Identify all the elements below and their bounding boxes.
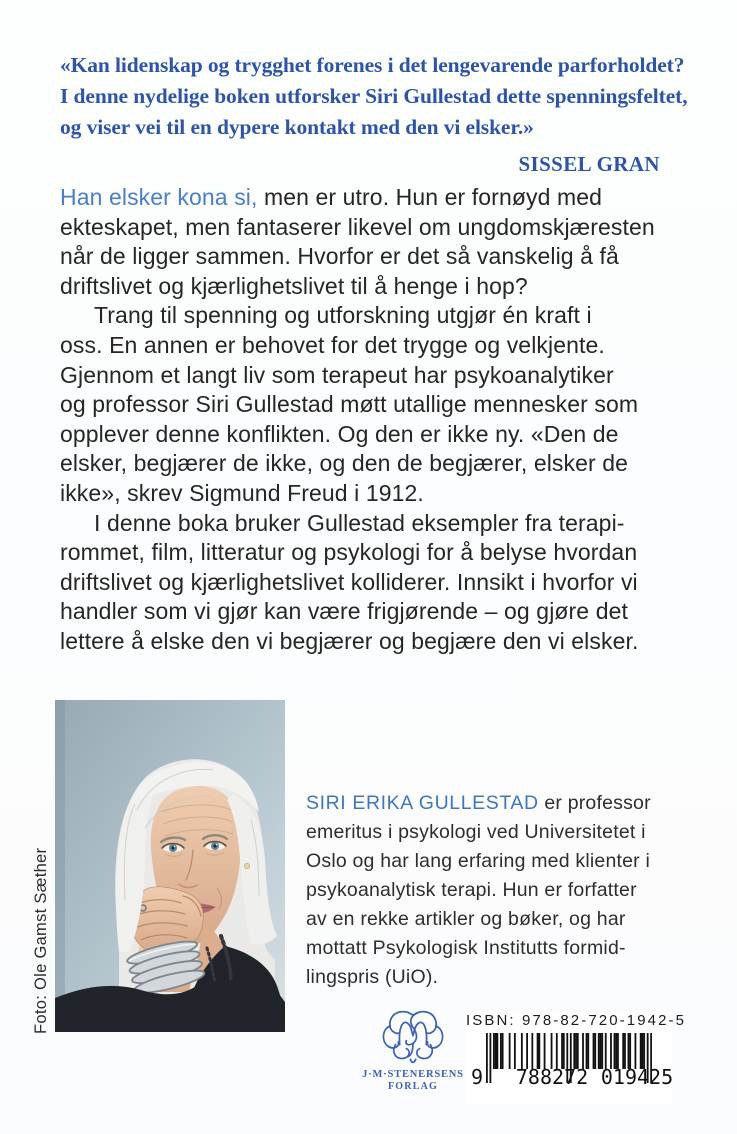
body-line: I denne boka bruker Gullestad eksempler fra terapi- xyxy=(94,509,625,536)
body-line: Gjennom et langt liv som terapeut har psykoanalytiker xyxy=(60,361,614,388)
endorsement-quote xyxy=(60,50,688,180)
body-line: rommet, film, litteratur og psykologi for å belyse hvordan xyxy=(60,539,638,566)
author-name: SIRI ERIKA GULLESTAD xyxy=(306,792,539,814)
body-line: driftslivet og kjærlighetslivet kolliderer. Innsikt i hvorfor vi xyxy=(60,568,638,595)
quote-line: I denne nydelige boken utforsker Siri Gullestad dette spenningsfeltet, xyxy=(60,84,688,108)
barcode-digit-group: 019425 xyxy=(600,1065,674,1089)
bio-line: av en rekke artikler og bøker, og har xyxy=(306,908,626,930)
bio-line: lingspris (UiO). xyxy=(306,966,439,988)
bio-line-rest: er professor xyxy=(538,792,651,814)
quote-attribution: SISSEL GRAN xyxy=(518,152,660,176)
barcode-digit-group: 788272 xyxy=(515,1065,589,1089)
bio-line: mottatt Psykologisk Institutts formid- xyxy=(306,937,626,959)
bio-line: psykoanalytisk terapi. Hun er forfatter xyxy=(306,879,637,901)
body-line: oss. En annen er behovet for det trygge og velkjente. xyxy=(60,331,605,358)
publisher-name: J·M·STENERSENS xyxy=(362,1069,464,1080)
body-line: handler som vi gjør kan være frigjørende – og gjøre det xyxy=(60,598,628,625)
lead-in-phrase: Han elsker kona si, xyxy=(60,184,258,210)
quote-line: «Kan lidenskap og trygghet forenes i det lengevarende parforholdet? xyxy=(60,53,685,77)
publisher-name-sub: FORLAG xyxy=(388,1081,438,1092)
author-bio xyxy=(306,789,706,992)
body-line: driftslivet og kjærlighetslivet til å henge i hop? xyxy=(60,272,528,299)
body-line xyxy=(60,183,700,213)
body-line: ikke», skrev Sigmund Freud i 1912. xyxy=(60,479,424,506)
body-line: når de ligger sammen. Hvorfor er det så vanskelig å få xyxy=(60,243,619,270)
body-line: elsker, begjærer de ikke, og den de begjærer, elsker de xyxy=(60,450,629,477)
isbn-label: ISBN: 978-82-720-1942-5 xyxy=(466,1012,687,1029)
body-line: og professor Siri Gullestad møtt utallige mennesker som xyxy=(60,391,639,418)
quote-line: og viser vei til en dypere kontakt med den vi elsker.» xyxy=(60,115,534,139)
author-photo xyxy=(55,700,285,1032)
publisher-monogram-icon xyxy=(371,1006,455,1066)
body-line: opplever denne konflikten. Og den er ikke ny. «Den de xyxy=(60,420,619,447)
body-line: lettere å elske den vi begjærer og begjære den vi elsker. xyxy=(60,627,639,654)
body-line: ekteskapet, men fantaserer likevel om ungdomskjæresten xyxy=(60,213,655,240)
bio-line xyxy=(306,789,706,818)
bio-line: Oslo og har lang erfaring med klienter i xyxy=(306,850,651,872)
publisher-logo xyxy=(352,1006,474,1092)
photo-credit: Foto: Ole Gamst Sæther xyxy=(32,847,50,1034)
body-line-rest: men er utro. Hun er fornøyd med xyxy=(257,184,603,210)
bio-line: emeritus i psykologi ved Universitetet i xyxy=(306,821,646,843)
body-line: Trang til spenning og utforskning utgjør én kraft i xyxy=(94,302,592,329)
isbn-barcode xyxy=(466,1012,687,1104)
blurb-text xyxy=(60,183,700,657)
author-portrait-illustration xyxy=(55,700,285,1032)
barcode-digit-group: 9 xyxy=(470,1065,484,1089)
